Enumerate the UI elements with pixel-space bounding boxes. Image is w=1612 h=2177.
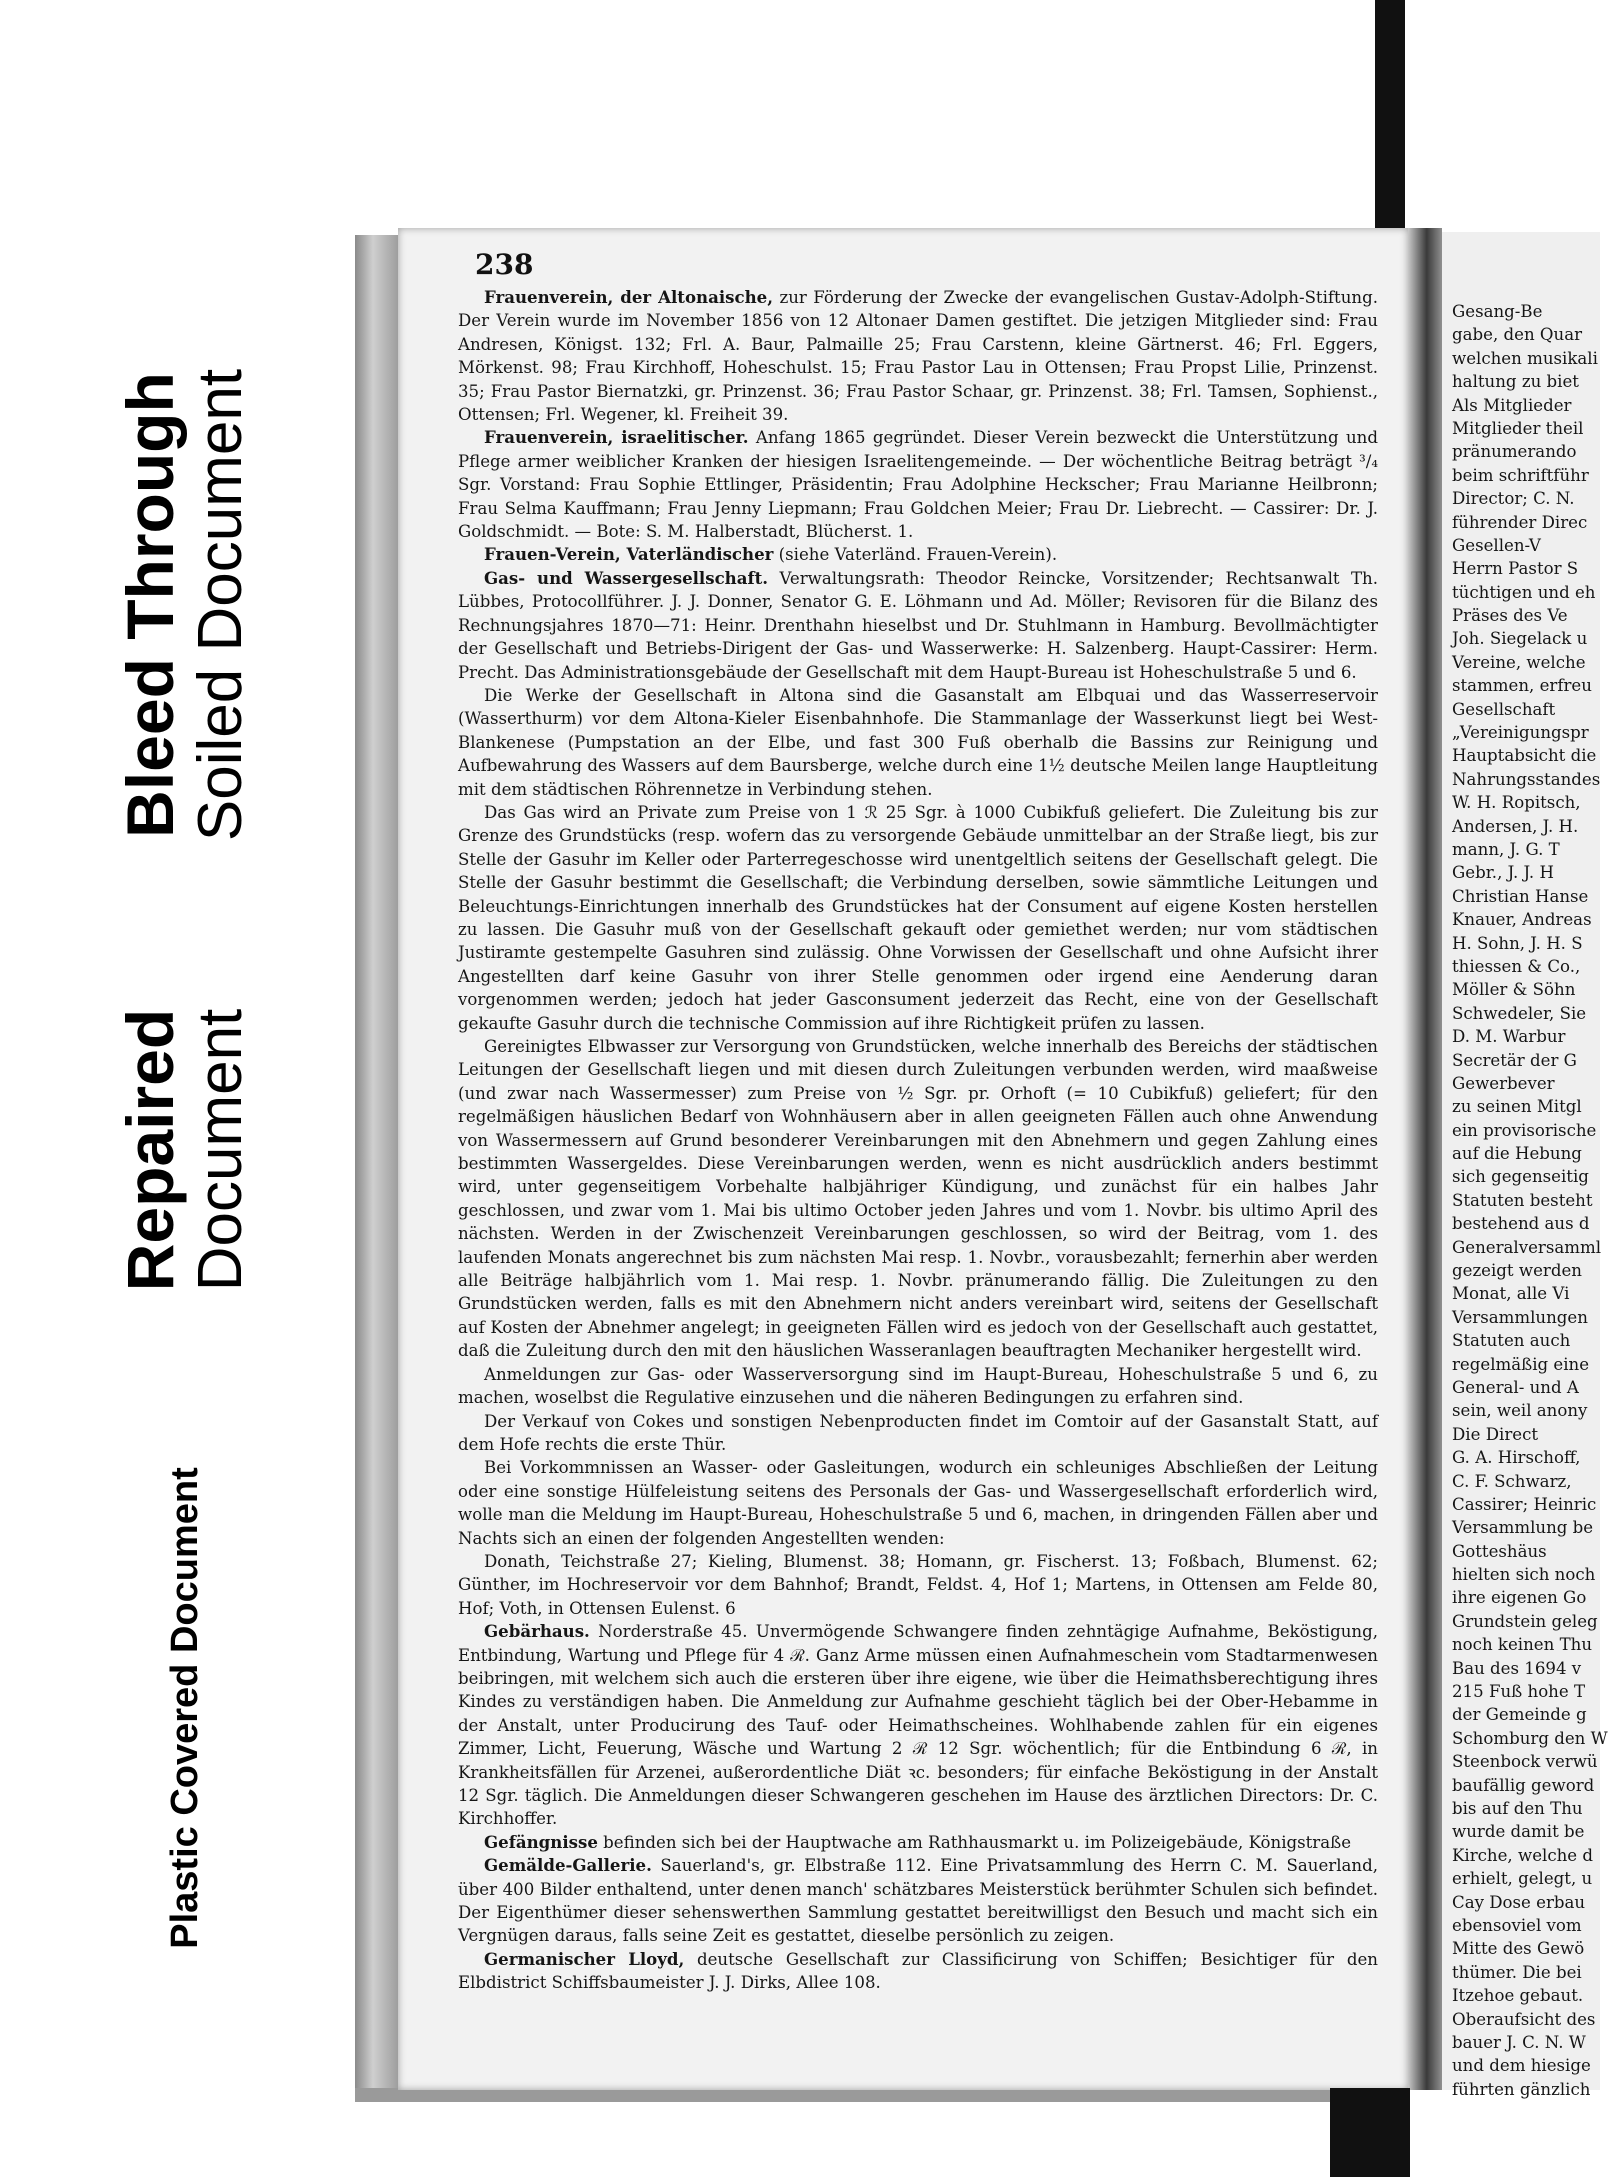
next-page-line: Hauptabsicht die — [1452, 746, 1597, 766]
next-page-line: führten gänzlich — [1452, 2079, 1591, 2099]
entry-body: Bei Vorkommnissen an Wasser- oder Gasleitungen, wodurch ein schleuniges Abschließen der Leitung oder eine sonstige Hülfeleistung seitens des Personals der Gas- und Wassergesellschaft erforderlich wird, wolle man die Meldung im Haupt-Bureau, Hoheschulstraße 5 und 6, machen, in dringenden Fällen aber und Nachts sich an einen der folgenden Angestellten wenden: — [458, 1458, 1378, 1548]
label-repaired-line1: Repaired — [113, 1008, 187, 1292]
next-page-line: pränumerando — [1452, 442, 1577, 462]
entry-heading: Gas- und Wassergesellschaft. — [484, 567, 769, 588]
next-page-line: Schomburg den W — [1452, 1728, 1608, 1748]
label-repaired-document — [0, 915, 370, 1385]
next-page-line: Als Mitglieder — [1452, 395, 1572, 415]
entry-body: Anfang 1865 gegründet. Dieser Verein bezweckt die Unterstützung und Pflege armer weiblicher Kranken der hiesigen Israelitengemeinde. — Der wöchentliche Beitrag beträgt ³/₄ Sgr. Vorstand: Frau Sophie Ettlinger, Präsidentin; Frau Adolphine Heckscher; Frau Marianne Heilbronn; Frau Selma Kauffmann; Frau Jenny Liepmann; Frau Goldchen Meier; Frau Dr. Liebrecht. — Cassirer: Dr. J. Goldschmidt. — Bote: S. M. Halberstadt, Blücherst. 1. — [458, 428, 1378, 542]
entry-heading: Gemälde-Gallerie. — [484, 1855, 652, 1876]
next-page-line: Gebr., J. J. H — [1452, 863, 1554, 883]
entry-paragraph — [458, 1550, 1378, 1620]
next-page-line: Versammlungen — [1452, 1307, 1588, 1327]
next-page-line: W. H. Ropitsch, — [1452, 793, 1581, 813]
next-page-line: H. Sohn, J. H. S — [1452, 933, 1583, 953]
entry-body: Das Gas wird an Private zum Preise von 1 ℛ 25 Sgr. à 1000 Cubikfuß geliefert. Die Zuleitung bis zur Grenze des Grundstücks (resp. wofern das zu versorgende Gebäude unmittelbar an der Straße liegt, bis zur Stelle der Gasuhr im Keller oder Parterregeschosse wird unentgeltlich seitens der Gesellschaft gelegt. Die Stelle der Gasuhr bestimmt die Gesellschaft; die Verbindung derselben, sowie sämmtliche Leitungen und Beleuchtungs-Einrichtungen innerhalb des Grundstückes hat der Consument auf eigene Kosten herstellen zu lassen. Die Gasuhr muß von der Gesellschaft gekauft oder gemiethet werden; nur vom städtischen Justiramte gestempelte Gasuhren sind zulässig. Ohne Vorwissen der Gesellschaft und ohne Aufsicht ihrer Angestellten darf keine Gasuhr von ihrer Stelle genommen oder irgend eine Aenderung daran vorgenommen werden; jedoch hat jeder Gasconsument jederzeit das Recht, eine von der Gesellschaft gekaufte Gasuhr durch die technische Commission auf ihre Richtigkeit prüfen zu lassen. — [458, 802, 1378, 1033]
entry-body: befinden sich bei der Hauptwache am Rathhausmarkt u. im Polizeigebäude, Königstraße — [597, 1832, 1352, 1852]
book-gutter — [1408, 228, 1442, 2090]
entry-body: Norderstraße 45. Unvermögende Schwangere finden zehntägige Aufnahme, Beköstigung, Entbindung, Wartung und Pflege für 4 ℛ. Ganz Arme müssen einen Aufnahmeschein vom Stadtarmenwesen beibringen, mit welchem sich auch die ersteren über ihre eigene, wie über die Heimathsberechtigung ihres Kindes zu verständigen haben. Die Anmeldung zur Aufnahme geschieht täglich bei der Ober-Hebamme in der Anstalt, unter Producirung des Tauf- oder Heimathscheines. Wohlhabende zahlen für ein eigenes Zimmer, Licht, Feuerung, Wäsche und Wartung 2 ℛ 12 Sgr. wöchentlich; für die Entbindung 6 ℛ, in Krankheitsfällen für Arzenei, außerordentliche Diät ꝛc. besonders; für einfache Beköstigung in der Anstalt 12 Sgr. täglich. Die Anmeldungen dieser Schwangeren geschehen im Hause des ärztlichen Directors: Dr. C. Kirchhoffer. — [458, 1622, 1378, 1829]
next-page-line: hielten sich noch — [1452, 1565, 1596, 1585]
entry-body: zur Förderung der Zwecke der evangelischen Gustav-Adolph-Stiftung. Der Verein wurde im November 1856 von 12 Altonaer Damen gestiftet. Die jetzigen Mitglieder sind: Frau Andresen, Königst. 132; Frl. A. Baur, Palmaille 25; Frau Carstenn, kleine Gärtnerst. 46; Frl. Eggers, Mörkenst. 98; Frau Kirchhoff, Hoheschulst. 15; Frau Pastor Lau in Ottensen; Frau Propst Lilie, Prinzenst. 35; Frau Pastor Biernatzki, gr. Prinzenst. 36; Frau Pastor Schaar, gr. Prinzenst. 38; Frl. Tamsen, Sophienst., Ottensen; Frl. Wegener, kl. Freiheit 39. — [458, 288, 1378, 425]
next-page-line: Gewerbever — [1452, 1073, 1555, 1093]
next-page-line: General- und A — [1452, 1377, 1579, 1397]
entry-paragraph — [458, 1456, 1378, 1550]
next-page-line: Gesang-Be — [1452, 302, 1543, 321]
next-page-line: Herrn Pastor S — [1452, 559, 1579, 579]
entry-paragraph — [458, 801, 1378, 1035]
next-page-line: beim schriftführ — [1452, 465, 1589, 485]
next-page-line: erhielt, gelegt, u — [1452, 1869, 1593, 1889]
next-page-line: „Vereinigungspr — [1452, 723, 1589, 743]
next-page-text — [1452, 300, 1612, 2099]
entry-paragraph — [458, 1831, 1378, 1854]
next-page-line: Mitte des Gewö — [1452, 1939, 1585, 1959]
next-page-line: ein provisorische — [1452, 1120, 1597, 1140]
next-page-line: Mitglieder theil — [1452, 418, 1584, 438]
next-page-line: Präses des Ve — [1452, 606, 1568, 626]
book-bottom-edge — [355, 2088, 1405, 2102]
next-page-line: Knauer, Andreas — [1452, 910, 1592, 930]
label-bleed-line1: Bleed Through — [113, 372, 187, 838]
next-page-line: Vereine, welche — [1452, 652, 1586, 672]
next-page-line: Bau des 1694 v — [1452, 1658, 1582, 1678]
label-repaired-line2: Document — [186, 1008, 255, 1292]
next-page-line: G. A. Hirschoff, — [1452, 1448, 1581, 1468]
next-page-line: Statuten besteht — [1452, 1190, 1593, 1210]
next-page-line: auf die Hebung — [1452, 1144, 1582, 1164]
next-page-line: Möller & Söhn — [1452, 980, 1576, 1000]
label-bleed-through — [0, 300, 370, 910]
page-number: 238 — [475, 248, 534, 281]
next-page-line: führender Direc — [1452, 512, 1588, 532]
next-page-line: gezeigt werden — [1452, 1261, 1582, 1281]
label-plastic-covered — [0, 1390, 370, 2025]
next-page-line: thiessen & Co., — [1452, 956, 1581, 976]
entry-body: Verwaltungsrath: Theodor Reincke, Vorsitzender; Rechtsanwalt Th. Lübbes, Protocollführer. J. J. Donner, Senator G. E. Löhmann und Ad. Möller; Revisoren für die Bilanz des Rechnungsjahres 1870—71: Heinr. Drenthahn hieselbst und Dr. Stuhlmann in Hamburg. Bevollmächtigter der Gesellschaft und Betriebs-Dirigent der Gas- und Wasserwerke: H. Salzenberg. Haupt-Cassirer: Herm. Precht. Das Administrationsgebäude der Gesellschaft mit dem Haupt-Bureau ist Hoheschulstraße 5 und 6. — [458, 568, 1378, 682]
entry-body: Donath, Teichstraße 27; Kieling, Blumenst. 38; Homann, gr. Fischerst. 13; Foßbach, Blumenst. 62; Günther, im Hochreservoir vor dem Bahnhof; Brandt, Feldst. 4, Hof 1; Martens, in Ottensen am Felde 80, Hof; Voth, in Ottensen Eulenst. 6 — [458, 1551, 1378, 1618]
next-page-line: zu seinen Mitgl — [1452, 1097, 1582, 1117]
entry-heading: Gefängnisse — [484, 1831, 598, 1852]
entry-paragraph — [458, 286, 1378, 426]
entry-paragraph — [458, 1948, 1378, 1995]
next-page-line: regelmäßig eine — [1452, 1354, 1590, 1374]
next-page-line: Schwedeler, Sie — [1452, 1003, 1587, 1023]
entry-body: Die Werke der Gesellschaft in Altona sind die Gasanstalt am Elbquai und das Wasserreservoir (Wasserthurm) vor dem Altona-Kieler Eisenbahnhofe. Die Stammanlage der Wasserkunst liegt bei West-Blankenese (Pumpstation an der Elbe, und fast 300 Fuß oberhalb die Bassins zur Reinigung und Aufbewahrung des Wassers auf dem Baursberge, welche durch eine 1½ deutsche Meilen lange Hauptleitung mit dem städtischen Röhrennetze in Verbindung stehen. — [458, 685, 1378, 799]
next-page-line: Christian Hanse — [1452, 886, 1589, 906]
next-page-line: Andersen, J. H. — [1452, 816, 1579, 836]
next-page-line: Monat, alle Vi — [1452, 1284, 1570, 1304]
next-page-line: wurde damit be — [1452, 1822, 1585, 1842]
next-page-line: D. M. Warbur — [1452, 1027, 1566, 1047]
next-page-line: welchen musikali — [1452, 348, 1598, 368]
next-page-line: sein, weil anony — [1452, 1401, 1588, 1421]
entry-heading: Frauenverein, der Altonaische, — [484, 287, 774, 307]
entry-paragraph — [458, 1363, 1378, 1410]
entry-body: Sauerland's, gr. Elbstraße 112. Eine Privatsammlung des Herrn C. M. Sauerland, über 400 Bilder enthaltend, unter denen manch' schätzbares Meisterstück berühmter Schulen sich befindet. Der Eigenthümer dieser sehenswerthen Sammlung gestattet bereitwilligst den Besuch und macht sich ein Vergnügen daraus, falls seine Zeit es gestattet, dieselbe persönlich zu zeigen. — [458, 1856, 1378, 1946]
next-page-line: ebensoviel vom — [1452, 1915, 1582, 1935]
entry-paragraph — [458, 543, 1378, 566]
next-page-line: 215 Fuß hohe T — [1452, 1682, 1586, 1702]
next-page-line: bauer J. C. N. W — [1452, 2032, 1586, 2052]
next-page-line: Cassirer; Heinric — [1452, 1494, 1597, 1514]
next-page-line: Grundstein geleg — [1452, 1611, 1598, 1631]
entry-heading: Germanischer Lloyd, — [484, 1948, 685, 1969]
next-page-line: Steenbock verwü — [1452, 1752, 1598, 1772]
entry-paragraph — [458, 1035, 1378, 1363]
next-page-line: stammen, erfreu — [1452, 676, 1592, 696]
entry-paragraph — [458, 426, 1378, 543]
next-page-line: und dem hiesige — [1452, 2056, 1591, 2076]
next-page-line: ihre eigenen Go — [1452, 1588, 1587, 1608]
entry-paragraph — [458, 684, 1378, 801]
next-page-line: Gesellen-V — [1452, 535, 1541, 555]
entry-body: Gereinigtes Elbwasser zur Versorgung von Grundstücken, welche innerhalb des Bereichs der städtischen Leitungen der Gesellschaft liegen und mit diesen durch Zuleitungen verbunden werden, wird maaßweise (und zwar nach Wassermesser) zum Preise von ½ Sgr. pr. Orhoft (= 10 Cubikfuß) geliefert; für den regelmäßigen häuslichen Bedarf von Wohnhäusern aber in allen geeigneten Fällen auch ohne Anwendung von Wassermessern auf Grund besonderer Vereinbarungen mit den Abnehmern und gegen Zahlung eines bestimmten Wassergeldes. Diese Vereinbarungen werden, wenn es nicht ausdrücklich anders bestimmt wird, unter gegenseitigem Vorbehalte halbjähriger Kündigung, und zunächst für ein halbes Jahr geschlossen, und zwar vom 1. Mai bis ultimo October jeden Jahres und vom 1. Novbr. bis ultimo April des nächsten. Werden in der Zwischenzeit Vereinbarungen geschlossen, so wird der Beitrag, vom 1. des laufenden Monats angerechnet bis zum nächsten Mai resp. 1. Novbr., vorausbezahlt; fernerhin aber werden alle Beiträge halbjährlich vom 1. Mai resp. 1. Novbr. pränumerando fällig. Die Zuleitungen zu den Grundstücken werden, falls es mit den Abnehmern nicht anders vereinbart wird, seitens der Gesellschaft auf Kosten der Abnehmer angelegt; in geeigneten Fällen wird es jedoch von der Gesellschaft auch gestattet, daß die Zuleitung durch den mit den häuslichen Wasseranlagen beauftragten Mechaniker hergestellt wird. — [458, 1037, 1378, 1361]
book-edge — [355, 235, 400, 2095]
page-text-block — [458, 286, 1378, 2076]
next-page-line: Generalversamml — [1452, 1237, 1602, 1257]
next-page-line: Kirche, welche d — [1452, 1845, 1594, 1865]
entry-body: deutsche Gesellschaft zur Classificirung von Schiffen; Besichtiger für den Elbdistrict Schiffsbaumeister J. J. Dirks, Allee 108. — [458, 1949, 1378, 1993]
next-page-line: Secretär der G — [1452, 1050, 1577, 1070]
entry-paragraph — [458, 567, 1378, 684]
next-page-line: Gotteshäus — [1452, 1541, 1547, 1561]
entry-paragraph — [458, 1620, 1378, 1831]
next-page-line: Cay Dose erbau — [1452, 1892, 1586, 1912]
next-page-line: C. F. Schwarz, — [1452, 1471, 1572, 1491]
next-page-line: mann, J. G. T — [1452, 839, 1560, 859]
next-page-line: bis auf den Thu — [1452, 1799, 1583, 1818]
next-page-line: tüchtigen und eh — [1452, 582, 1596, 602]
next-page-line: Oberaufsicht des — [1452, 2009, 1596, 2029]
next-page-line: gabe, den Quar — [1452, 325, 1583, 345]
label-plastic-line1: Plastic Covered Document — [164, 1466, 206, 1949]
entry-heading: Frauenverein, israelitischer. — [484, 427, 749, 448]
entry-heading: Frauen-Verein, Vaterländischer — [484, 544, 774, 565]
next-page-line: bestehend aus d — [1452, 1214, 1590, 1234]
next-page-line: sich gegenseitig — [1452, 1167, 1589, 1187]
next-page-line: haltung zu biet — [1452, 372, 1579, 392]
entry-paragraph — [458, 1410, 1378, 1457]
next-page-line: Die Direct — [1452, 1424, 1539, 1444]
next-page-line: thümer. Die bei — [1452, 1962, 1582, 1982]
next-page-line: Statuten auch — [1452, 1331, 1571, 1351]
next-page-line: baufällig geword — [1452, 1775, 1595, 1795]
next-page-line: Itzehoe gebaut. — [1452, 1986, 1584, 2006]
entry-body: Anmeldungen zur Gas- oder Wasserversorgung sind im Haupt-Bureau, Hoheschulstraße 5 und 6, zu machen, woselbst die Regulative einzusehen und die näheren Bedingungen zu erfahren sind. — [458, 1364, 1378, 1408]
entry-body: (siehe Vaterländ. Frauen-Verein). — [773, 545, 1058, 565]
next-page-line: Gesellschaft — [1452, 699, 1556, 719]
next-page-line: Versammlung be — [1452, 1518, 1594, 1538]
next-page-line: noch keinen Thu — [1452, 1635, 1593, 1655]
black-band-bottom — [1330, 2088, 1410, 2177]
entry-heading: Gebärhaus. — [484, 1621, 590, 1642]
entry-paragraph — [458, 1854, 1378, 1948]
next-page-line: Joh. Siegelack u — [1452, 629, 1588, 649]
black-band-top — [1375, 0, 1405, 235]
next-page-line: Nahrungsstandes — [1452, 769, 1601, 789]
entry-body: Der Verkauf von Cokes und sonstigen Nebenproducten findet im Comtoir auf der Gasanstalt Statt, auf dem Hofe rechts die erste Thür. — [458, 1411, 1378, 1454]
label-bleed-line2: Soiled Document — [186, 368, 255, 842]
next-page-line: der Gemeinde g — [1452, 1705, 1587, 1725]
next-page-line: Director; C. N. — [1452, 489, 1575, 509]
